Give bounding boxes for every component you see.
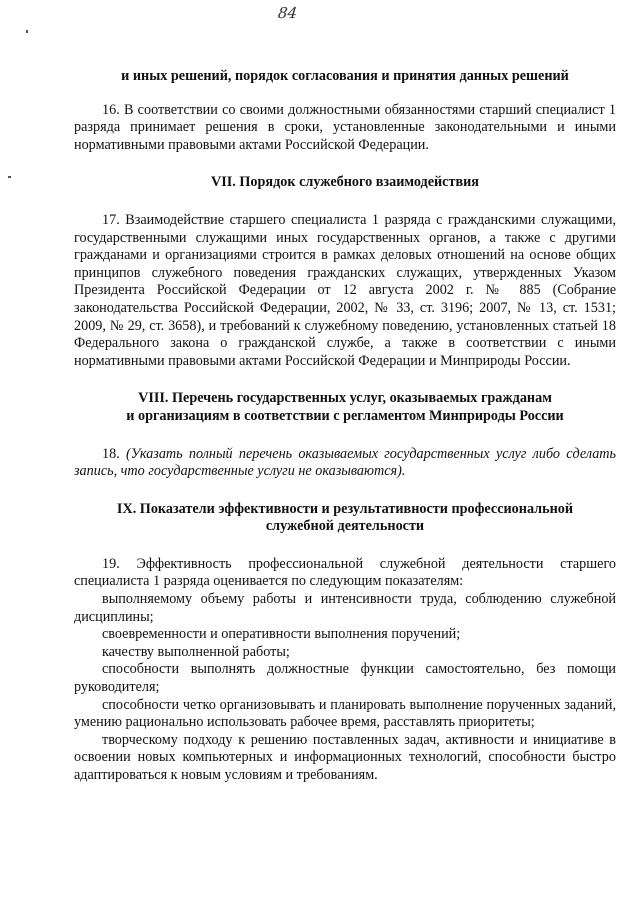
paragraph-17: 17. Взаимодействие старшего специалиста 1 разряда с гражданскими служащими, государственными служащими иных государственных органов, а также с другими гражданами и организациями строится в рамках деловых отношений на основе общих принципов служебного поведения гражданских служащих, утвержденных Указом Президента Российской Федерации от 12 августа 2002 г. № 885 (Собрание законодательства Российской Федерации, 2002, № 33, ст. 3196; 2007, № 13, ст. 1531; 2009, № 29, ст. 3658), и требований к служебному поведению, установленных статьей 18 Федерального закона о гражданской службе, а также в соответствии с иными нормативными правовыми актами Российской Федерации и Минприроды России. [74, 211, 616, 369]
section-heading-vii: VII. Порядок служебного взаимодействия [211, 174, 479, 191]
paragraph-19: 19. Эффективность профессиональной служебной деятельности старшего специалиста 1 разряда оценивается по следующим показателям: [74, 555, 616, 590]
paragraph-16: 16. В соответствии со своими должностными обязанностями старший специалист 1 разряда принимает решения в сроки, установленные законодательными и иными нормативными правовыми актами Российской Федерации. [74, 101, 616, 153]
scan-mark [8, 176, 11, 178]
document-body [74, 68, 616, 785]
section-heading-viii [74, 390, 616, 425]
criteria-item: своевременности и оперативности выполнения поручений; [102, 626, 461, 643]
heading-line: IX. Показатели эффективности и результативности профессиональной [116, 500, 574, 517]
criteria-item: способности четко организовывать и планировать выполнение порученных заданий, умению рационально использовать рабочее время, расставлять приоритеты; [74, 696, 616, 731]
criteria-item: качеству выполненной работы; [102, 643, 290, 660]
paragraph-number: 18. [102, 445, 126, 462]
paragraph-18 [74, 446, 616, 481]
heading-line: VIII. Перечень государственных услуг, оказываемых гражданам [138, 390, 552, 407]
section-heading-continued: и иных решений, порядок согласования и принятия данных решений [121, 68, 569, 84]
section-heading-ix [74, 501, 616, 536]
criteria-item: способности выполнять должностные функции самостоятельно, без помощи руководителя; [74, 661, 616, 696]
instruction-text: (Указать полный перечень оказываемых государственных услуг либо сделать запись, что государственные услуги не оказываются). [74, 445, 616, 480]
scan-mark [26, 30, 28, 33]
criteria-item: выполняемому объему работы и интенсивности труда, соблюдению служебной дисциплины; [74, 591, 616, 625]
criteria-item: творческому подходу к решению поставленных задач, активности и инициативе в освоении новых компьютерных и информационных технологий, способности быстро адаптироваться к новым условиям и требованиям. [74, 731, 616, 783]
heading-line: служебной деятельности [265, 518, 425, 535]
heading-line: и организациям в соответствии с регламентом Минприроды России [126, 407, 564, 424]
page-number: 84 [277, 4, 299, 22]
